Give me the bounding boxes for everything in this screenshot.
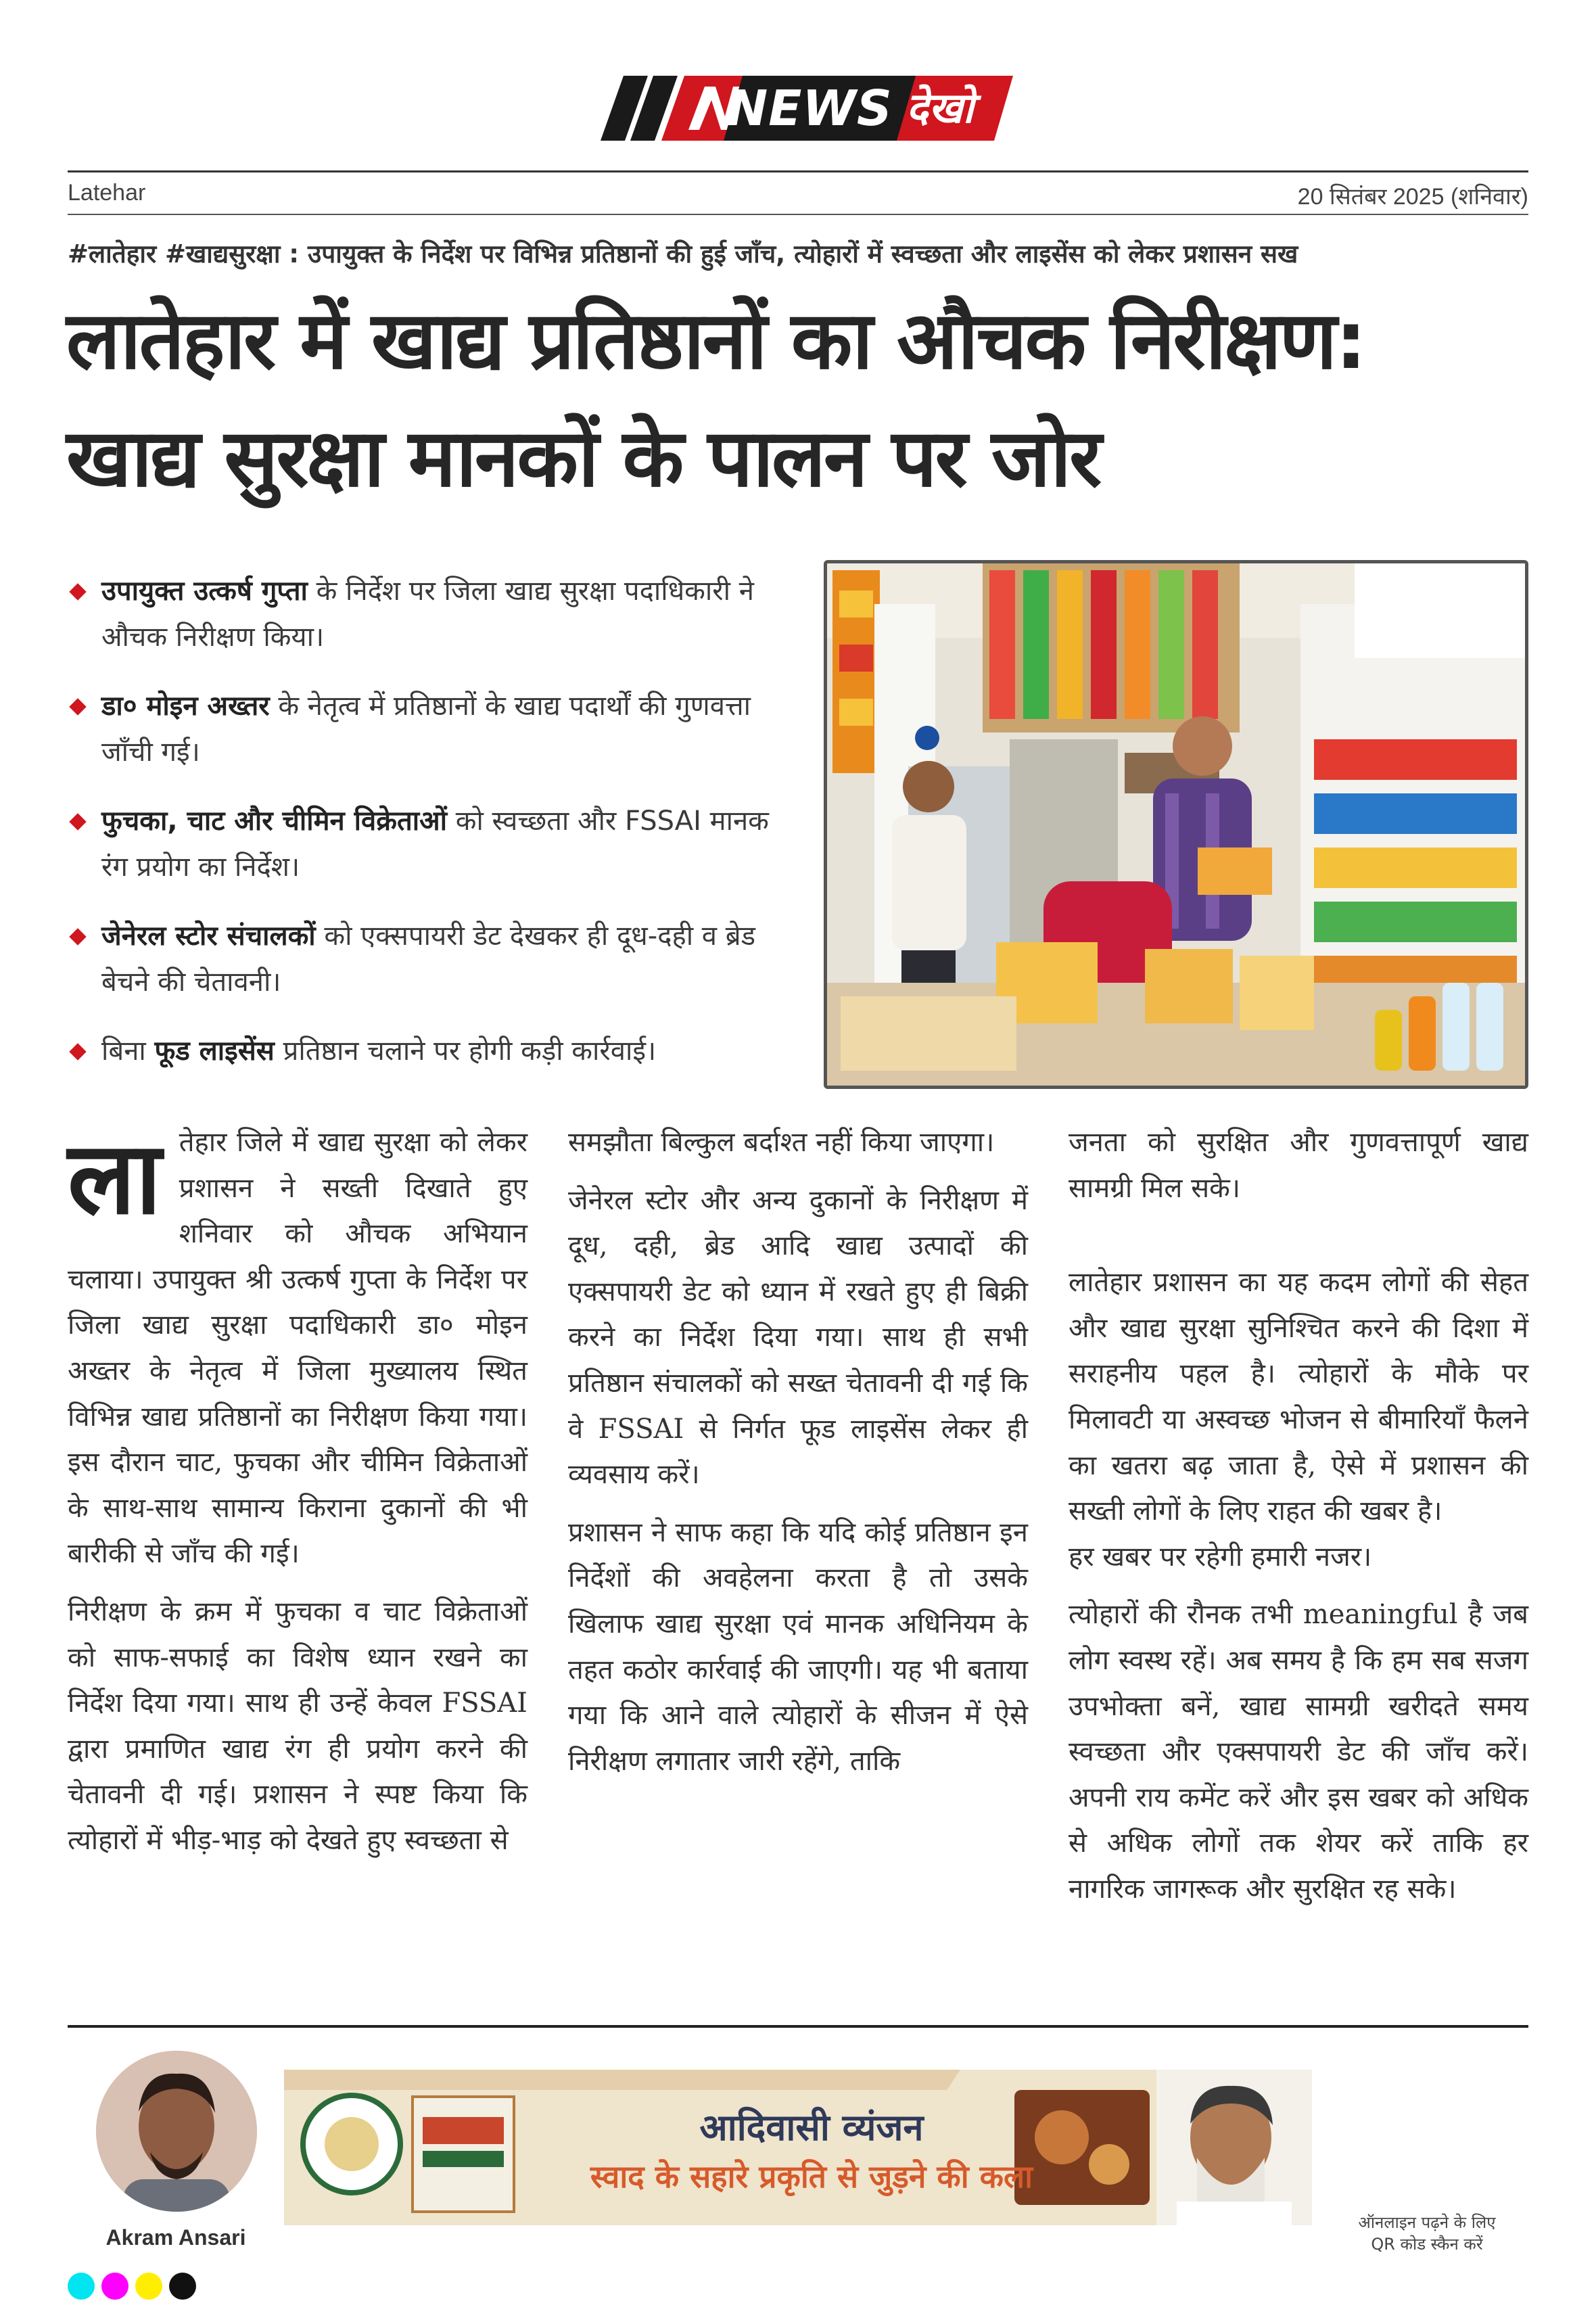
highlight-bold: डा० मोइन अख्तर xyxy=(101,691,270,722)
highlight-bold: उपायुक्त उत्कर्ष गुप्ता xyxy=(101,576,308,607)
qr-caption-line-1: ऑनलाइन पढ़ने के लिए xyxy=(1358,2213,1496,2232)
highlight-text: को एक्सपायरी डेट देखकर ही दूध-दही व ब्रेड बेचने की चेतावनी। xyxy=(101,921,755,998)
ad-subtitle: स्वाद के सहारे प्रकृति से जुड़ने की कला xyxy=(590,2158,1033,2195)
highlight-text: प्रतिष्ठान चलाने पर होगी कड़ी कार्रवाई। xyxy=(274,1036,657,1067)
highlight-text: के निर्देश पर जिला खाद्य सुरक्षा पदाधिकारी ने औचक निरीक्षण किया। xyxy=(101,576,754,653)
highlight-text-pre: बिना xyxy=(101,1036,155,1067)
body-paragraph-9: त्योहारों की रौनक तभी meaningful है जब लोग स्वस्थ रहें। अब समय है कि हम सब सजग उपभोक्ता बनें, खाद्य सामग्री खरीदते समय स्वच्छता और एक्सपायरी डेट की जाँच करें। अपनी राय कमेंट करें और इस खबर को अधिक से अधिक लोगों तक शेयर करें ताकि हर नागरिक जागरूक और सुरक्षित रह सके। xyxy=(1069,1599,1528,1905)
highlight-item xyxy=(68,913,798,1005)
highlight-text: को स्वच्छता और FSSAI मानक रंग प्रयोग का निर्देश। xyxy=(101,806,769,883)
store-inspection-photo xyxy=(824,560,1528,1089)
highlight-item xyxy=(68,683,798,775)
drop-cap: ला xyxy=(68,1120,162,1236)
bullet-diamond-icon xyxy=(69,583,86,600)
cyan-swatch xyxy=(68,2273,95,2300)
qr-caption xyxy=(1325,2212,1528,2255)
location-label: Latehar xyxy=(68,180,146,206)
logo-news-text: NEWS xyxy=(727,80,893,137)
highlight-item xyxy=(68,1028,798,1074)
headline-line-1: लातेहार में खाद्य प्रतिष्ठानों का औचक निरीक्षण: xyxy=(66,294,1365,387)
black-swatch xyxy=(169,2273,196,2300)
paragraph-text: तेहार जिले में खाद्य सुरक्षा को लेकर प्रशासन ने सख्ती दिखाते हुए शनिवार को औचक अभियान चलाया। उपायुक्त श्री उत्कर्ष गुप्ता के निर्देश पर जिला खाद्य सुरक्षा पदाधिकारी डा० मोइन अख्तर के नेतृत्व में जिला मुख्यालय स्थित विभिन्न खाद्य प्रतिष्ठानों का निरीक्षण किया गया। इस दौरान चाट, फुचका और चीमिन विक्रेताओं के साथ-साथ सामान्य किराना दुकानों की भी बारीकी से जाँच की गई। xyxy=(68,1127,527,1570)
body-paragraph-3: समझौता बिल्कुल बर्दाश्त नहीं किया जाएगा। xyxy=(568,1127,995,1158)
ad-title: आदिवासी व्यंजन xyxy=(699,2106,924,2149)
date-label: 20 सितंबर 2025 (शनिवार) xyxy=(1297,184,1528,210)
body-paragraph-5: प्रशासन ने साफ कहा कि यदि कोई प्रतिष्ठान इन निर्देशों की अवहेलना करता है तो उसके खिलाफ खाद्य सुरक्षा एवं मानक अधिनियम के तहत कठोर कार्रवाई की जाएगी। यह भी बताया गया कि आने वाले त्योहारों के सीजन में ऐसे निरीक्षण लगातार जारी रहेंगे, ताकि xyxy=(568,1516,1028,1777)
headline-line-2: खाद्य सुरक्षा मानकों के पालन पर जोर xyxy=(66,411,1100,505)
highlight-bold: फुचका, चाट और चीमिन विक्रेताओं xyxy=(101,806,448,837)
body-column-3 xyxy=(1069,1120,1528,1925)
footer-rule xyxy=(68,2025,1528,2028)
bullet-diamond-icon xyxy=(69,813,86,830)
highlight-item xyxy=(68,798,798,890)
body-column-2 xyxy=(568,1120,1028,1796)
author-avatar[interactable] xyxy=(96,2051,257,2212)
masthead xyxy=(0,74,1596,149)
highlights-list xyxy=(68,568,798,1097)
kicker-line: #लातेहार #खाद्यसुरक्षा : उपायुक्त के निर्देश पर विभिन्न प्रतिष्ठानों की हुई जाँच, त्योहारों में स्वच्छता और लाइसेंस को लेकर प्रशासन सख xyxy=(68,239,1298,269)
photo-illustration xyxy=(827,563,1525,1086)
highlight-bold: फूड लाइसेंस xyxy=(154,1036,275,1067)
yellow-swatch xyxy=(135,2273,162,2300)
author-name: Akram Ansari xyxy=(105,2225,246,2250)
headline xyxy=(66,281,1534,517)
body-paragraph-8: हर खबर पर रहेगी हमारी नजर। xyxy=(1069,1541,1372,1573)
top-rule xyxy=(68,170,1528,172)
body-paragraph-2: निरीक्षण के क्रम में फुचका व चाट विक्रेताओं को साफ-सफाई का विशेष ध्यान रखने का निर्देश दिया गया। साथ ही उन्हें केवल FSSAI द्वारा प्रमाणित खाद्य रंग ही प्रयोग करने की चेतावनी दी गई। प्रशासन ने स्पष्ट किया कि त्योहारों में भीड़-भाड़ को देखते हुए स्वच्छता से xyxy=(68,1596,527,1856)
highlight-bold: जेनेरल स्टोर संचालकों xyxy=(101,921,316,952)
ad-banner[interactable] xyxy=(284,2070,1312,2225)
avatar-illustration xyxy=(96,2051,257,2212)
body-paragraph-7: लातेहार प्रशासन का यह कदम लोगों की सेहत और खाद्य सुरक्षा सुनिश्चित करने की दिशा में सराहनीय पहल है। त्योहारों के मौके पर मिलावटी या अस्वच्छ भोजन से बीमारियाँ फैलने का खतरा बढ़ जाता है, ऐसे में प्रशासन की सख्ती लोगों के लिए राहत की खबर है। xyxy=(1069,1267,1528,1527)
news-dekho-logo[interactable] xyxy=(588,74,1014,142)
body-paragraph-4: जेनेरल स्टोर और अन्य दुकानों के निरीक्षण में दूध, दही, ब्रेड आदि खाद्य उत्पादों की एक्सपायरी डेट को ध्यान में रखते हुए ही बिक्री करने का निर्देश दिया गया। साथ ही सभी प्रतिष्ठान संचालकों को सख्त चेतावनी दी गई कि वे FSSAI से निर्गत फूड लाइसेंस लेकर ही व्यवसाय करें। xyxy=(568,1184,1028,1491)
body-paragraph-1 xyxy=(68,1120,527,1577)
body-column-1 xyxy=(68,1120,527,1876)
dateline xyxy=(68,180,1528,210)
bullet-diamond-icon xyxy=(69,928,86,945)
body-paragraph-6: जनता को सुरक्षित और गुणवत्तापूर्ण खाद्य सामग्री मिल सके। xyxy=(1069,1127,1528,1204)
dateline-rule xyxy=(68,214,1528,215)
qr-caption-line-2: QR कोड स्कैन करें xyxy=(1371,2235,1483,2254)
logo-dekho-text: देखो xyxy=(906,83,974,133)
highlight-text: के नेतृत्व में प्रतिष्ठानों के खाद्य पदार्थों की गुणवत्ता जाँची गई। xyxy=(101,691,751,768)
bullet-diamond-icon xyxy=(69,698,86,715)
magenta-swatch xyxy=(101,2273,128,2300)
column-spacer xyxy=(1069,1224,1528,1260)
bullet-diamond-icon xyxy=(69,1043,86,1060)
highlight-item xyxy=(68,568,798,660)
